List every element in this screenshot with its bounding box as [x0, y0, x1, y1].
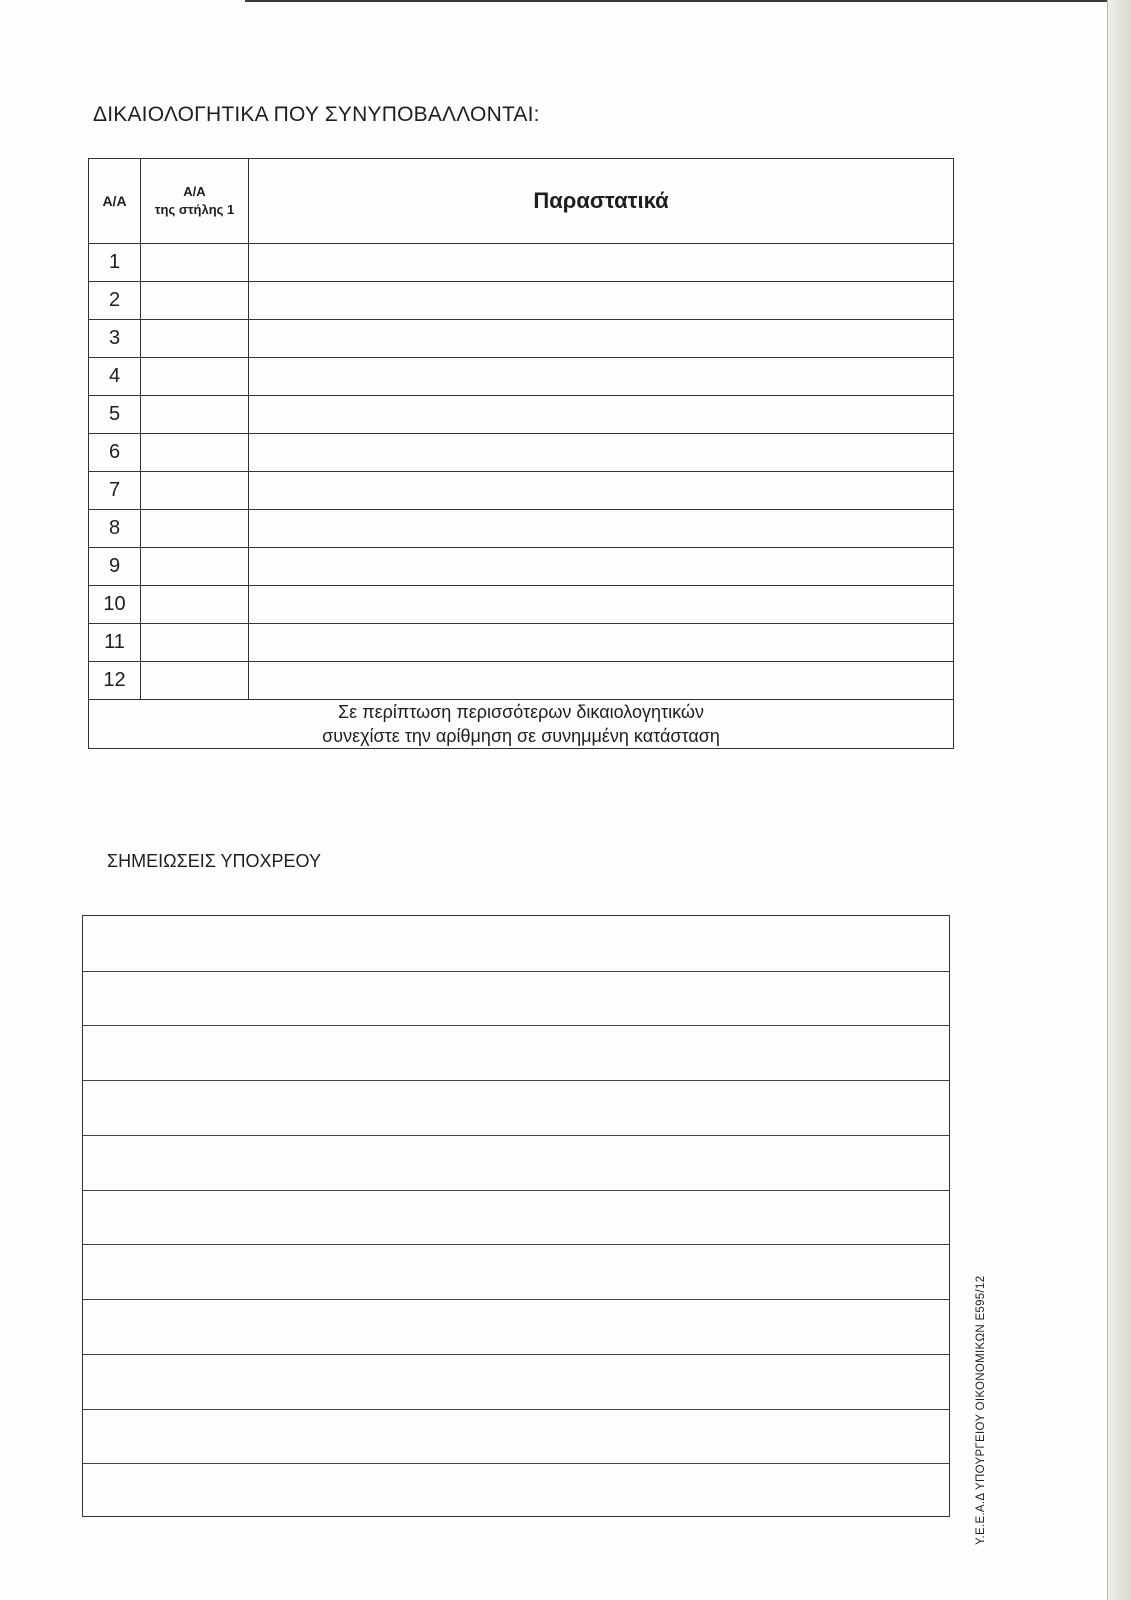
notes-writing-line[interactable]: [83, 1463, 949, 1464]
header-aa-column1-line2: της στήλης 1: [154, 202, 235, 217]
notes-writing-line[interactable]: [83, 1299, 949, 1300]
row-column1-ref-cell[interactable]: [141, 548, 249, 586]
table-row: [89, 320, 954, 358]
table-row: [89, 586, 954, 624]
footer-form-code: Υ.Ε.Ε.Α.Δ ΥΠΟΥΡΓΕΙΟΥ ΟΙΚΟΝΟΜΙΚΩΝ Ε595/12: [975, 1275, 987, 1545]
row-number: 5: [89, 396, 141, 434]
row-number: 1: [89, 244, 141, 282]
row-number: 11: [89, 624, 141, 662]
notes-writing-line[interactable]: [83, 1409, 949, 1410]
notes-title: ΣΗΜΕΙΩΣΕΙΣ ΥΠΟΧΡΕΟΥ: [107, 851, 321, 871]
table-row: [89, 358, 954, 396]
continuation-note: [89, 700, 954, 749]
row-column1-ref-cell[interactable]: [141, 244, 249, 282]
row-column1-ref-cell[interactable]: [141, 624, 249, 662]
table-row: [89, 396, 954, 434]
row-document-cell[interactable]: [249, 396, 954, 434]
row-column1-ref-cell[interactable]: [141, 396, 249, 434]
row-document-cell[interactable]: [249, 358, 954, 396]
section-title: ΔΙΚΑΙΟΛΟΓΗΤΙΚΑ ΠΟΥ ΣΥΝΥΠΟΒΑΛΛΟΝΤΑΙ:: [93, 103, 540, 126]
row-document-cell[interactable]: [249, 548, 954, 586]
row-column1-ref-cell[interactable]: [141, 472, 249, 510]
row-column1-ref-cell[interactable]: [141, 434, 249, 472]
table-row: [89, 434, 954, 472]
table-header-row: [89, 159, 954, 244]
notes-writing-line[interactable]: [83, 1354, 949, 1355]
row-column1-ref-cell[interactable]: [141, 282, 249, 320]
row-number: 9: [89, 548, 141, 586]
notes-writing-line[interactable]: [83, 971, 949, 972]
header-documents: Παραστατικά: [249, 159, 954, 244]
continuation-note-line2: συνεχίστε την αρίθμηση σε συνημμένη κατάσταση: [322, 726, 720, 746]
row-number: 6: [89, 434, 141, 472]
top-edge-rule: [245, 0, 1131, 2]
table-row: [89, 510, 954, 548]
notes-box: [82, 915, 950, 1517]
row-document-cell[interactable]: [249, 472, 954, 510]
notes-writing-line[interactable]: [83, 1025, 949, 1026]
row-document-cell[interactable]: [249, 510, 954, 548]
row-column1-ref-cell[interactable]: [141, 358, 249, 396]
row-document-cell[interactable]: [249, 662, 954, 700]
header-aa-column1-line1: Α/Α: [183, 184, 206, 199]
notes-writing-line[interactable]: [83, 1080, 949, 1081]
row-number: 3: [89, 320, 141, 358]
notes-writing-line[interactable]: [83, 1190, 949, 1191]
table-note-row: [89, 700, 954, 749]
row-column1-ref-cell[interactable]: [141, 662, 249, 700]
table-row: [89, 662, 954, 700]
row-number: 10: [89, 586, 141, 624]
row-document-cell[interactable]: [249, 624, 954, 662]
row-number: 7: [89, 472, 141, 510]
continuation-note-line1: Σε περίπτωση περισσότερων δικαιολογητικών: [338, 702, 704, 722]
row-document-cell[interactable]: [249, 244, 954, 282]
table-row: [89, 472, 954, 510]
header-aa-column1: [141, 159, 249, 244]
header-aa: Α/Α: [89, 159, 141, 244]
row-number: 12: [89, 662, 141, 700]
row-document-cell[interactable]: [249, 434, 954, 472]
row-column1-ref-cell[interactable]: [141, 586, 249, 624]
row-document-cell[interactable]: [249, 586, 954, 624]
documents-table-body: [89, 244, 954, 700]
row-document-cell[interactable]: [249, 282, 954, 320]
row-number: 8: [89, 510, 141, 548]
notes-writing-line[interactable]: [83, 1135, 949, 1136]
page-edge-shadow: [1108, 0, 1131, 1600]
row-document-cell[interactable]: [249, 320, 954, 358]
table-row: [89, 282, 954, 320]
table-row: [89, 624, 954, 662]
row-column1-ref-cell[interactable]: [141, 510, 249, 548]
table-row: [89, 548, 954, 586]
row-number: 4: [89, 358, 141, 396]
row-number: 2: [89, 282, 141, 320]
notes-writing-line[interactable]: [83, 1244, 949, 1245]
row-column1-ref-cell[interactable]: [141, 320, 249, 358]
table-row: [89, 244, 954, 282]
documents-table: [88, 158, 954, 749]
